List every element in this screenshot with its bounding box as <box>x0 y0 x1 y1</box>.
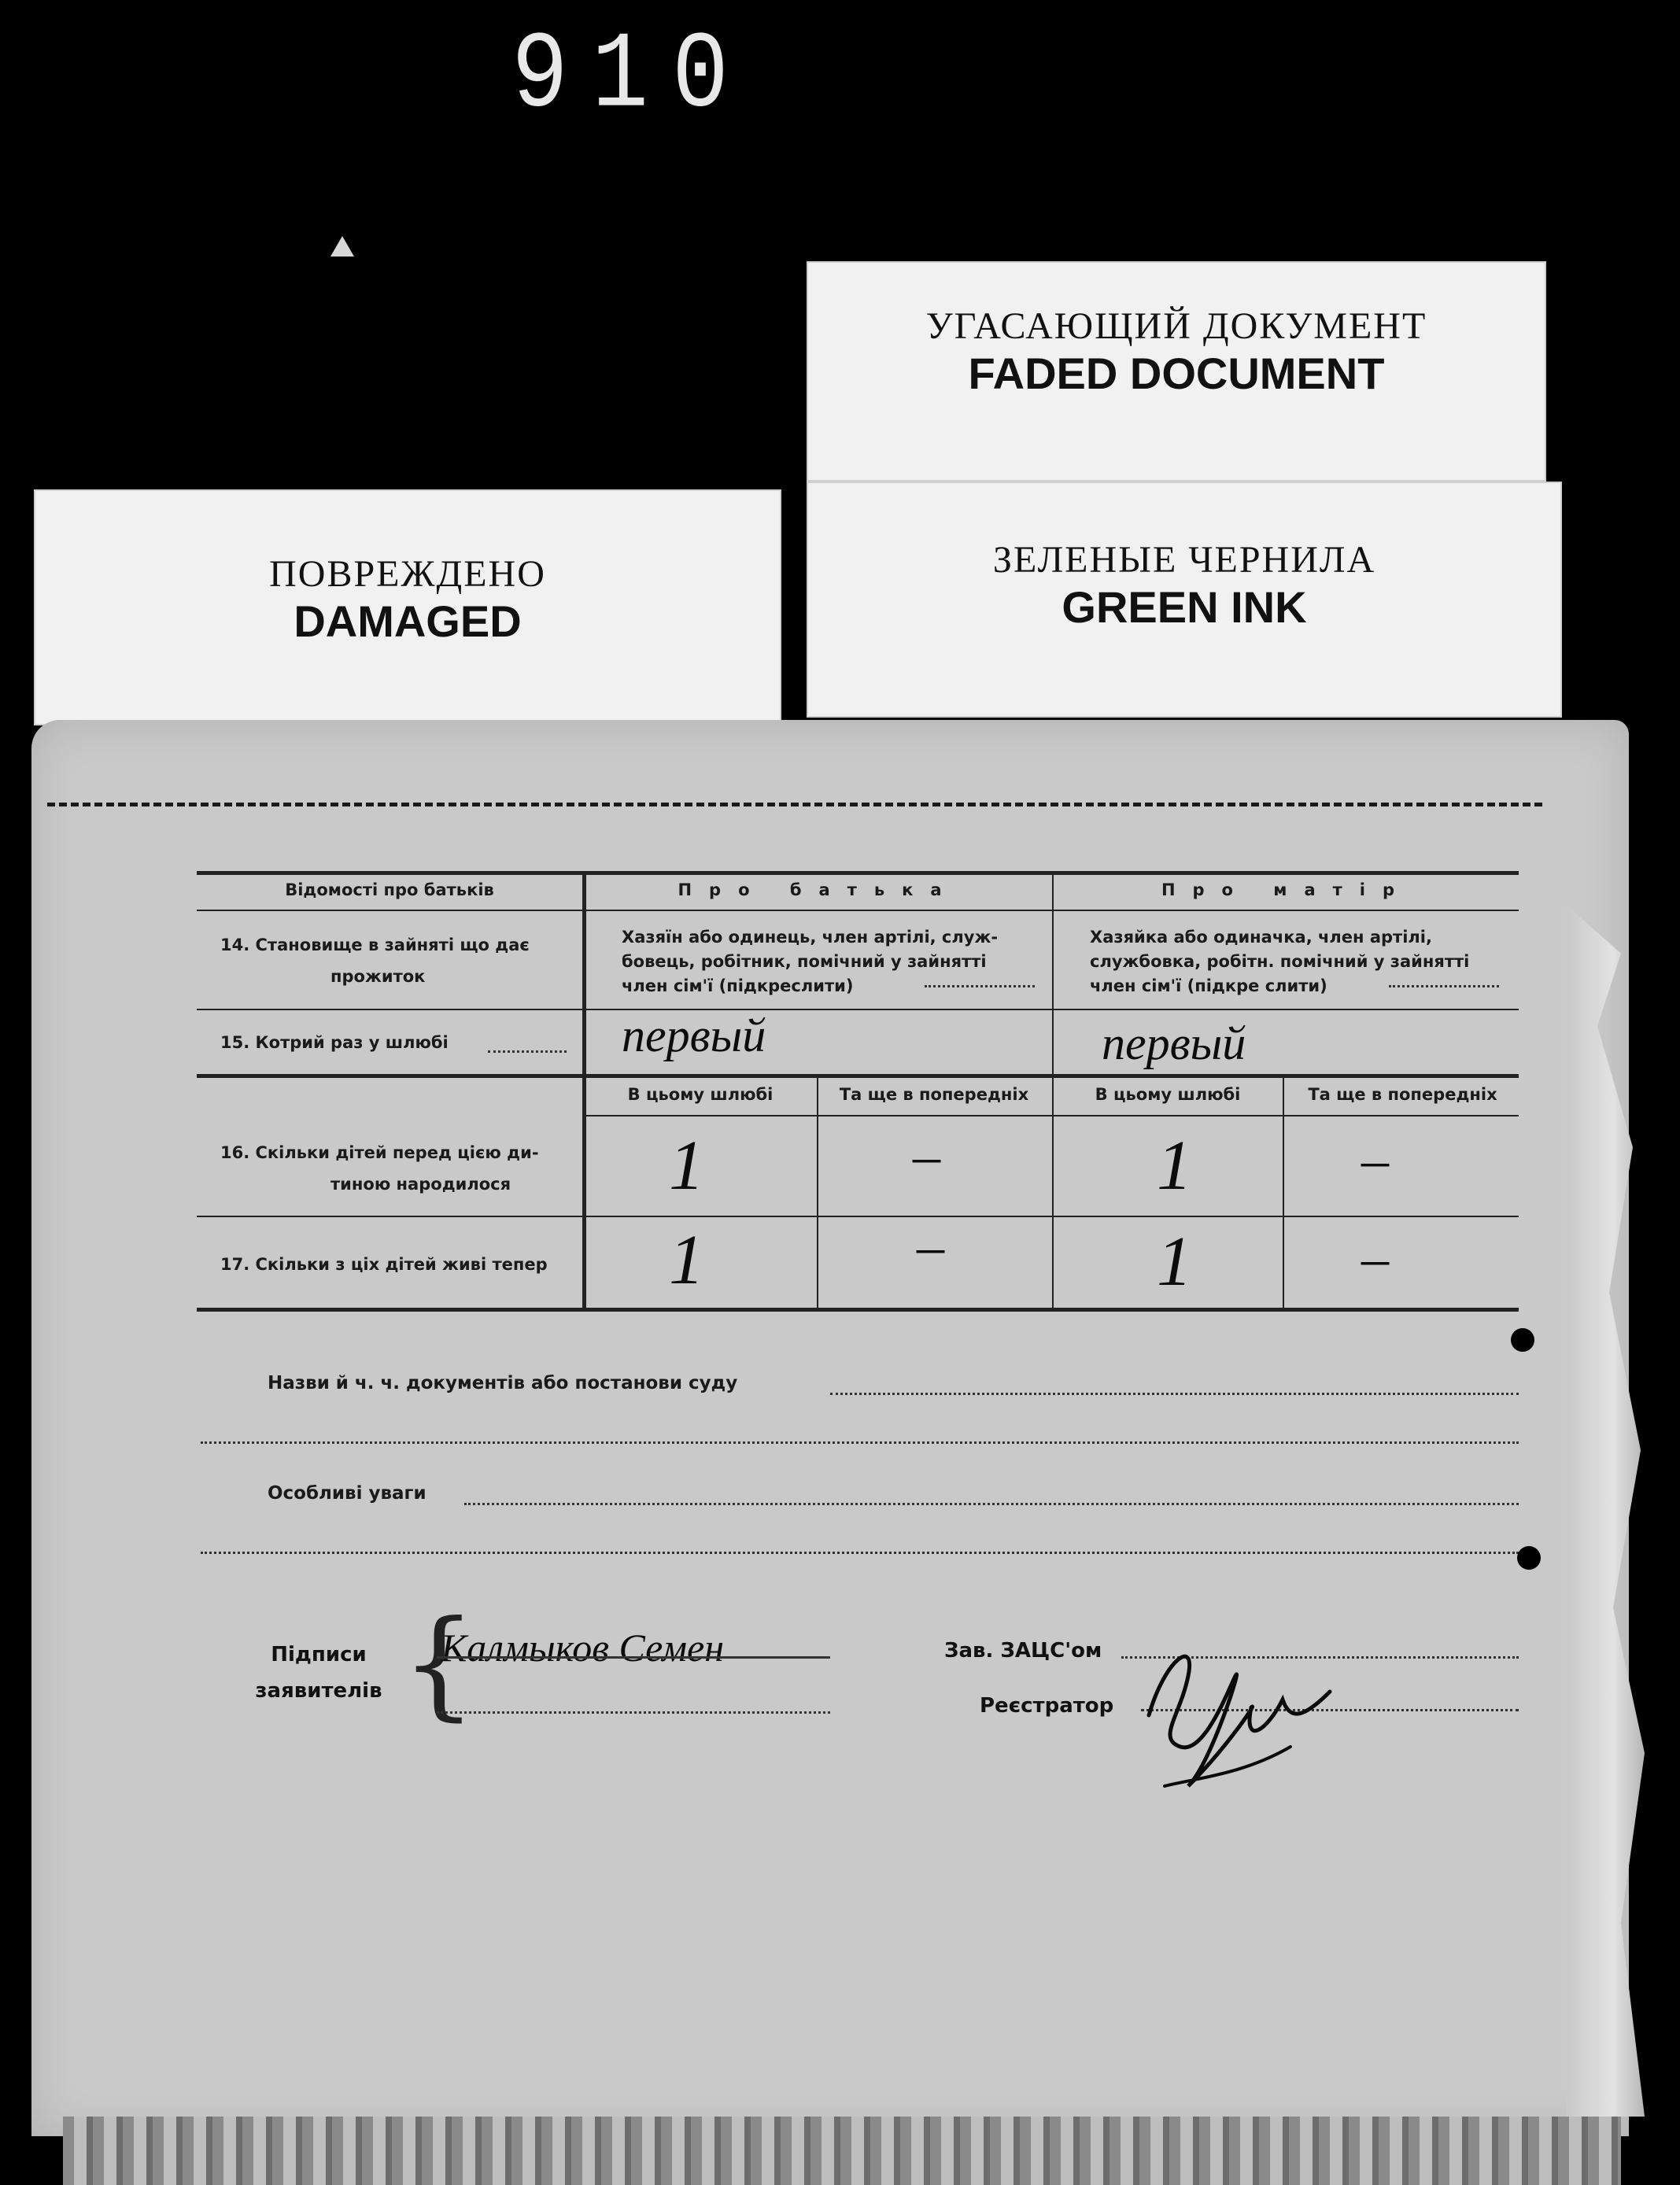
faded-label-en: FADED DOCUMENT <box>968 349 1385 398</box>
table-row14-rule <box>197 1009 1519 1010</box>
applicants-label-line1: Підписи <box>271 1643 367 1666</box>
signature-brace: { <box>401 1596 477 1733</box>
row17-mother-this: 1 <box>1157 1223 1192 1301</box>
table-subheader-rule <box>582 1115 1519 1116</box>
table-col-divider-3 <box>817 1074 818 1308</box>
applicants-signature-label <box>244 1637 393 1709</box>
damaged-label-en: DAMAGED <box>294 596 522 646</box>
faded-document-label <box>807 261 1546 482</box>
row14-father-dots <box>925 985 1035 987</box>
subheader-mother-this: В цьому шлюбі <box>1095 1085 1241 1104</box>
row15-father-value: первый <box>622 1009 766 1061</box>
applicant-signature-line-1 <box>437 1656 830 1659</box>
row16-mother-prev: – <box>1361 1130 1389 1190</box>
row17-label: 17. Скільки з ціх дітей живі тепер <box>220 1255 548 1274</box>
subheader-father-prev: Та ще в попередніх <box>839 1085 1029 1104</box>
row14-father-line2: бовець, робітник, помічний у зайнятті <box>622 952 987 971</box>
row16-mother-this: 1 <box>1157 1127 1192 1205</box>
remarks-label: Особливі уваги <box>268 1483 426 1504</box>
table-header-rule <box>197 910 1519 911</box>
row14-label-line2: прожиток <box>330 967 426 986</box>
row16-father-this: 1 <box>669 1127 704 1205</box>
header-about-father: Про батька <box>678 880 959 899</box>
green-ink-label-en: GREEN INK <box>1062 582 1307 632</box>
table-col-divider-4 <box>1283 1074 1284 1308</box>
row14-father-options <box>622 925 1047 998</box>
table-bottom-rule <box>197 1308 1519 1312</box>
registrar-signature-mark <box>1133 1629 1338 1802</box>
row17-mother-prev: – <box>1361 1228 1389 1289</box>
remarks-dots-2 <box>201 1552 1519 1554</box>
green-ink-label <box>807 482 1562 718</box>
header-about-mother: Про матір <box>1161 880 1412 899</box>
row15-label-dots <box>488 1050 567 1053</box>
registrar-label: Реєстратор <box>980 1694 1114 1718</box>
row16-label-line2: тиною народилося <box>330 1175 511 1194</box>
green-ink-label-ru: ЗЕЛЕНЫЕ ЧЕРНИЛА <box>992 539 1376 581</box>
table-col-divider-2 <box>1052 871 1054 1309</box>
remarks-dots-1 <box>464 1503 1519 1505</box>
applicant-signature-line-2 <box>437 1711 830 1714</box>
perforation-line <box>47 803 1542 806</box>
row14-mother-line3: член сім'ї (підкре слити) <box>1090 976 1327 995</box>
punch-hole-2 <box>1517 1546 1541 1570</box>
subheader-mother-prev: Та ще в попередніх <box>1308 1085 1497 1104</box>
row14-label-line1: 14. Становище в зайняті що дає <box>220 936 530 954</box>
applicants-label-line2: заявителів <box>255 1679 382 1703</box>
header-parents-info: Відомості про батьків <box>285 880 494 899</box>
row14-father-line3: член сім'ї (підкреслити) <box>622 976 854 995</box>
row14-mother-line2: службовка, робітн. помічний у зайнятті <box>1090 952 1470 971</box>
applicant-signature: Калмыков Семен <box>441 1626 725 1670</box>
subheader-father-this: В цьому шлюбі <box>627 1085 774 1104</box>
row16-father-prev: – <box>913 1126 940 1187</box>
damaged-label-ru: ПОВРЕЖДЕНО <box>269 553 546 595</box>
row14-mother-dots <box>1389 985 1499 987</box>
table-row16-rule <box>197 1216 1519 1217</box>
documents-label: Назви й ч. ч. документів або постанови суду <box>268 1373 738 1393</box>
damaged-label <box>34 489 781 725</box>
row15-label: 15. Котрий раз у шлюбі <box>220 1033 449 1052</box>
table-row15-rule <box>197 1074 1519 1078</box>
row14-father-line1: Хазяїн або одинець, член артілі, служ- <box>622 928 999 947</box>
documents-dots-1 <box>830 1393 1519 1395</box>
torn-page-edge <box>1566 905 1645 2117</box>
head-label: Зав. ЗАЦС'ом <box>944 1639 1102 1663</box>
row17-father-this: 1 <box>669 1221 704 1299</box>
row14-mother-options <box>1090 925 1515 998</box>
row14-mother-line1: Хазяйка або одиначка, член артілі, <box>1090 928 1432 947</box>
documents-dots-2 <box>201 1441 1519 1444</box>
frame-number: 910 <box>511 15 753 139</box>
film-speck <box>330 236 354 257</box>
row17-father-prev: – <box>917 1216 944 1277</box>
punch-hole-1 <box>1511 1328 1534 1352</box>
row15-mother-value: первый <box>1102 1017 1246 1069</box>
row16-label-line1: 16. Скільки дітей перед цією ди- <box>220 1143 539 1162</box>
page-stack-edge <box>63 2117 1621 2185</box>
faded-label-ru: УГАСАЮЩИЙ ДОКУМЕНТ <box>925 305 1427 347</box>
